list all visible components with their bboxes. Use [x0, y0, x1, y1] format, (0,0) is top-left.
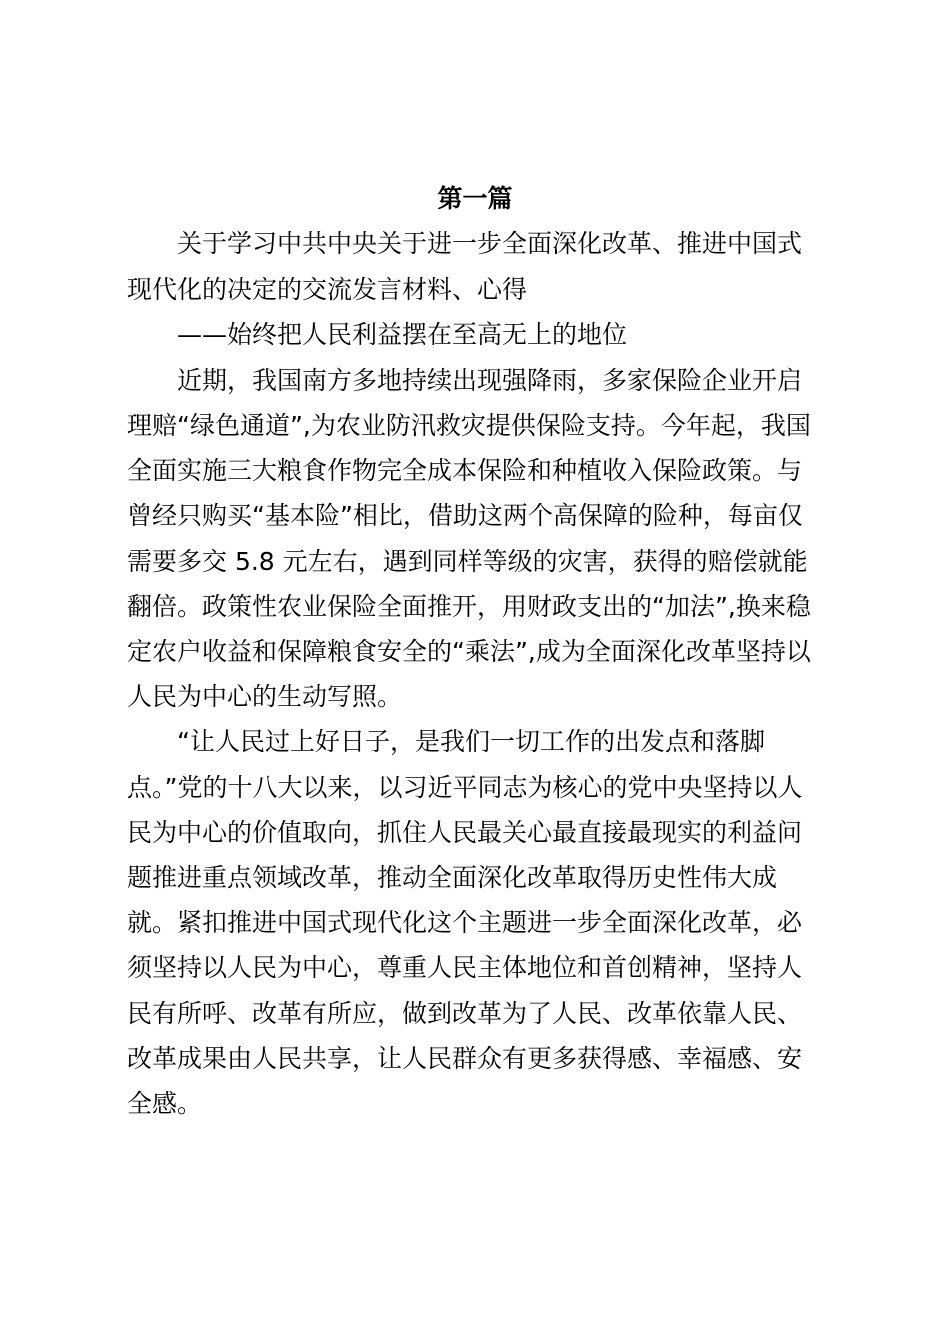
subtitle-line-2: 现代化的决定的交流发言材料、心得	[127, 275, 528, 304]
paragraph-2-line-5: 就。紧扣推进中国式现代化这个主题进一步全面深化改革，必	[127, 908, 803, 937]
paragraph-1-line-4: 曾经只购买“基本险”相比，借助这两个高保障的险种，每亩仅	[127, 501, 803, 530]
paragraph-2-line-4: 题推进重点领域改革，推动全面深化改革取得历史性伟大成	[127, 863, 778, 892]
paragraph-1-line-5: 需要多交 5.8 元左右，遇到同样等级的灾害，获得的赔偿就能	[127, 547, 808, 576]
paragraph-2-line-9: 全感。	[127, 1089, 203, 1118]
paragraph-2-line-6: 须坚持以人民为中心，尊重人民主体地位和首创精神，坚持人	[127, 953, 803, 982]
paragraph-1-line-1: 近期，我国南方多地持续出现强降雨，多家保险企业开启	[177, 366, 803, 395]
subtitle-line-3: ——始终把人民利益摆在至高无上的地位	[177, 320, 628, 349]
paragraph-1-line-3: 全面实施三大粮食作物完全成本保险和种植收入保险政策。与	[127, 456, 803, 485]
paragraph-2-line-7: 民有所呼、改革有所应，做到改革为了人民、改革依靠人民、	[127, 999, 803, 1028]
document-heading: 第一篇	[437, 184, 513, 213]
paragraph-1-line-7: 定农户收益和保障粮食安全的“乘法”,成为全面深化改革坚持以	[127, 637, 811, 666]
paragraph-1-line-2: 理赔“绿色通道”,为农业防汛救灾提供保险支持。今年起，我国	[127, 411, 811, 440]
paragraph-2-line-8: 改革成果由人民共享，让人民群众有更多获得感、幸福感、安	[127, 1044, 803, 1073]
subtitle-line-1: 关于学习中共中央关于进一步全面深化改革、推进中国式	[177, 229, 803, 258]
paragraph-1-line-6: 翻倍。政策性农业保险全面推开，用财政支出的“加法”,换来稳	[127, 592, 811, 621]
paragraph-1-line-8: 人民为中心的生动写照。	[127, 682, 403, 711]
paragraph-2-line-3: 民为中心的价值取向，抓住人民最关心最直接最现实的利益问	[127, 818, 803, 847]
paragraph-2-line-1: “让人民过上好日子，是我们一切工作的出发点和落脚	[177, 727, 765, 756]
paragraph-2-line-2: 点。”党的十八大以来，以习近平同志为核心的党中央坚持以人	[127, 773, 803, 802]
